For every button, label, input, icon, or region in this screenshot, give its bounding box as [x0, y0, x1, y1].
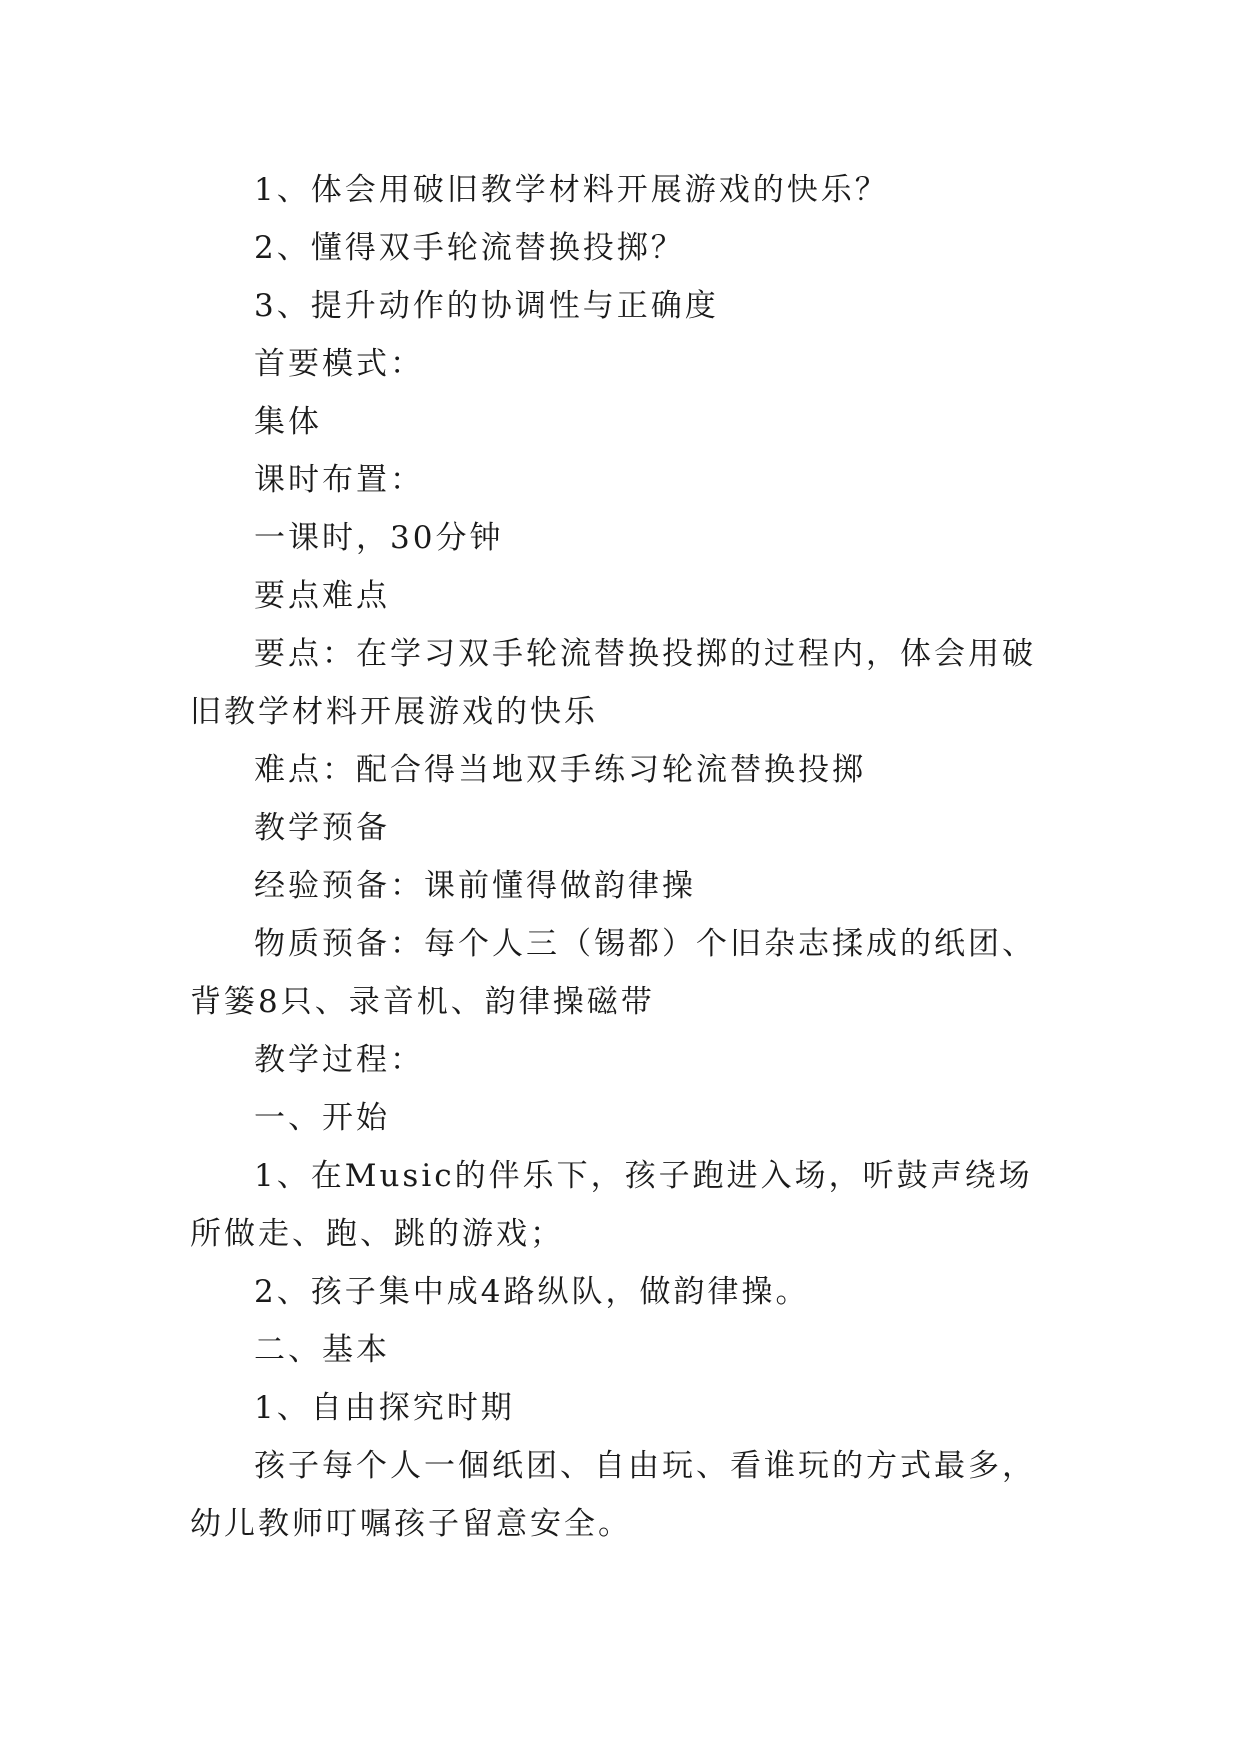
material-preparation: 物质预备：每个人三（锡都）个旧杂志揉成的纸团、背篓8只、录音机、韵律操磁带	[190, 926, 1036, 1020]
basic-step-1-detail: 孩子每个人一個纸团、自由玩、看谁玩的方式最多，幼儿教师叮嘱孩子留意安全。	[190, 1448, 1036, 1542]
goal-item-3: 3、提升动作的协调性与正确度	[254, 288, 719, 324]
experience-preparation: 经验预备：课前懂得做韵律操	[254, 868, 696, 904]
difficulty-paragraph: 难点：配合得当地双手练习轮流替换投掷	[254, 752, 866, 788]
section-heading-key-points: 要点难点	[254, 578, 390, 614]
start-step-1: 1、在Music的伴乐下，孩子跑进入场，听鼓声绕场所做走、跑、跳的游戏；	[190, 1158, 1033, 1252]
start-step-2: 2、孩子集中成4路纵队，做韵律操。	[254, 1274, 810, 1310]
section-heading-schedule: 课时布置：	[254, 462, 424, 498]
schedule-value: 一课时，30分钟	[254, 520, 504, 556]
key-point-paragraph: 要点：在学习双手轮流替换投掷的过程内，体会用破旧教学材料开展游戏的快乐	[190, 636, 1036, 730]
section-heading-mode: 首要模式：	[254, 346, 424, 382]
section-heading-preparation: 教学预备	[254, 810, 390, 846]
goal-item-2: 2、懂得双手轮流替换投掷？	[254, 230, 685, 266]
process-part-basic: 二、基本	[254, 1332, 390, 1368]
mode-value: 集体	[254, 404, 322, 440]
section-heading-process: 教学过程：	[254, 1042, 424, 1078]
process-part-start: 一、开始	[254, 1100, 390, 1136]
goal-item-1: 1、体会用破旧教学材料开展游戏的快乐？	[254, 172, 889, 208]
basic-step-1-heading: 1、自由探究时期	[254, 1390, 515, 1426]
document-body	[190, 161, 1052, 1553]
